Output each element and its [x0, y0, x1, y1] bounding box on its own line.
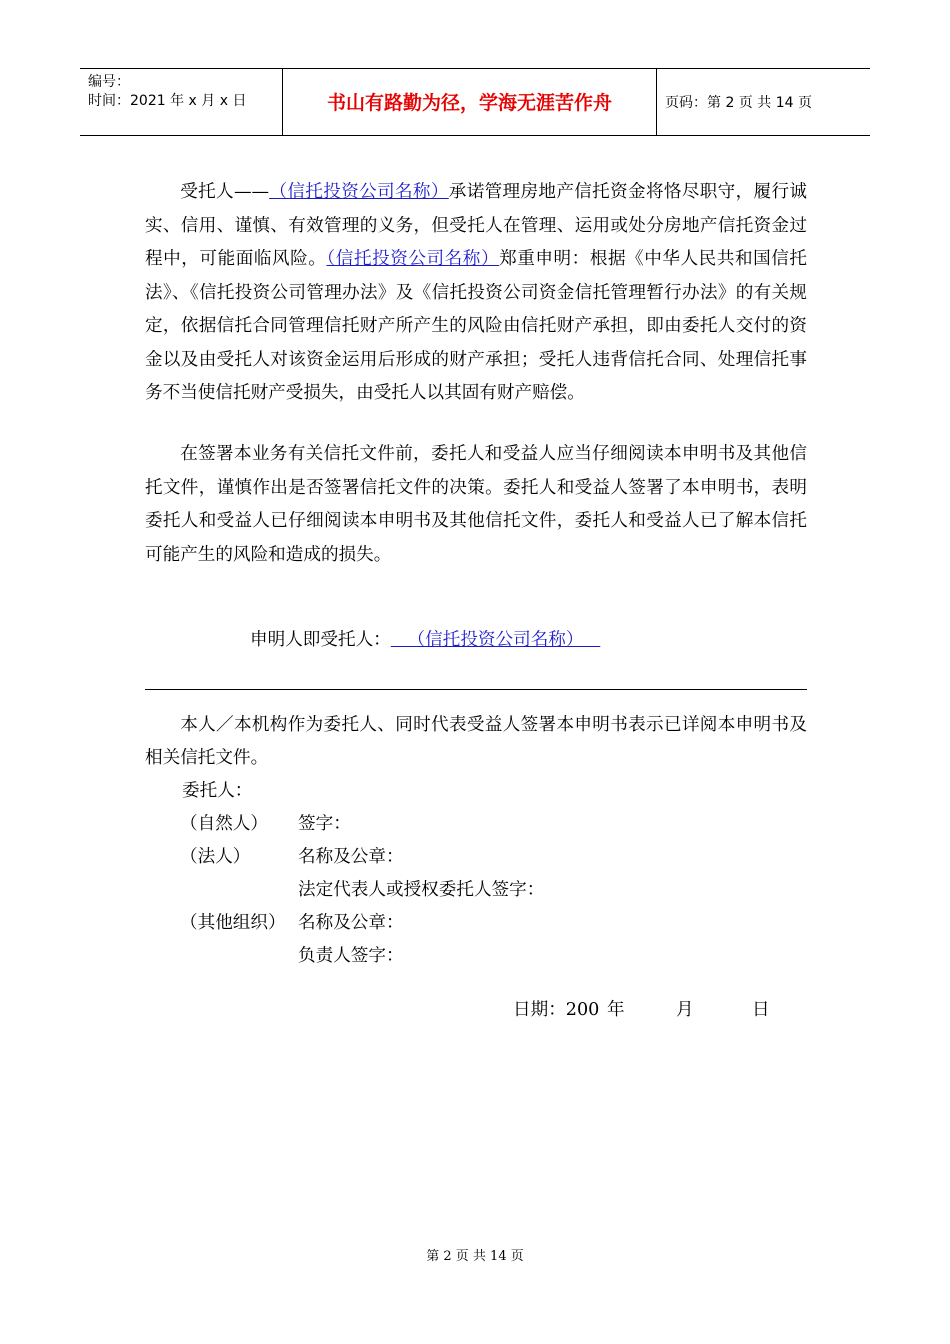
- header-left-cell: [80, 69, 282, 135]
- page-footer: 第 2 页 共 14 页: [426, 1249, 524, 1264]
- header-page-info: 页码：第 2 页 共 14 页: [665, 95, 812, 111]
- declarant-signature-line: [250, 624, 600, 657]
- declaration-paragraph-2: [145, 438, 807, 572]
- legal-person-name-seal-field[interactable]: 名称及公章：: [298, 847, 404, 867]
- page-header: [80, 68, 870, 136]
- paragraph-2-text: 在签署本业务有关信托文件前，委托人和受益人应当仔细阅读本申明书及其他信托文件，谨慎作出是否签署信托文件的决策。委托人和受益人签署了本申明书，表明委托人和受益人已仔细阅读本申明书及其他信托文件，委托人和受益人已了解本信托可能产生的风险和造成的损失。: [145, 444, 807, 565]
- natural-person-label: （自然人）: [180, 814, 268, 834]
- header-motto: 书山有路勤为径，学海无涯苦作舟: [282, 69, 657, 135]
- trust-company-name-placeholder-2[interactable]: （信托投资公司名称）: [326, 249, 500, 269]
- other-organization-label: （其他组织）: [180, 913, 286, 933]
- legal-representative-signature-field[interactable]: 法定代表人或授权委托人签字：: [298, 880, 545, 900]
- natural-person-signature-field[interactable]: 签字：: [298, 814, 351, 834]
- responsible-person-signature-field[interactable]: 负责人签字：: [298, 946, 404, 966]
- date-day-field[interactable]: 日: [752, 1000, 770, 1020]
- document-time-label: 时间：2021 年 x 月 x 日: [88, 93, 247, 109]
- trust-company-name-placeholder-1[interactable]: （信托投资公司名称）: [269, 182, 449, 202]
- legal-person-label: （法人）: [180, 847, 251, 867]
- trustee-prefix: 受托人——: [180, 182, 270, 202]
- date-year-field[interactable]: 年: [607, 1000, 625, 1020]
- paragraph-1-middle: 承诺管理房地产信托资金将恪尽职守，履行诚实、信用、谨慎、有效管理的义务，但受托人在管理、运用或处分房地产信托资金过程中，可能面临风险。: [145, 182, 807, 269]
- entrustor-title: 委托人：: [182, 781, 253, 801]
- section-divider: [145, 689, 807, 690]
- declarant-company-field[interactable]: [391, 630, 601, 650]
- date-month-field[interactable]: 月: [676, 1000, 694, 1020]
- document-number-label: 编号：: [88, 74, 130, 90]
- date-label: 日期：200: [513, 1000, 600, 1020]
- declarant-company-name: （信托投资公司名称）: [407, 630, 584, 650]
- other-organization-name-seal-field[interactable]: 名称及公章：: [298, 913, 404, 933]
- declarant-label: 申明人即受托人：: [250, 630, 391, 650]
- declaration-paragraph-1: [145, 176, 807, 411]
- acknowledgement-paragraph: 本人／本机构作为委托人、同时代表受益人签署本申明书表示已详阅本申明书及相关信托文件。: [145, 715, 807, 768]
- paragraph-1-rest: 郑重申明：根据《中华人民共和国信托法》、《信托投资公司管理办法》及《信托投资公司资金信托管理暂行办法》的有关规定，依据信托合同管理信托财产所产生的风险由信托财产承担，即由委托人交付的资金以及由受托人对该资金运用后形成的财产承担；受托人违背信托合同、处理信托事务不当使信托财产受损失，由受托人以其固有财产赔偿。: [145, 249, 807, 403]
